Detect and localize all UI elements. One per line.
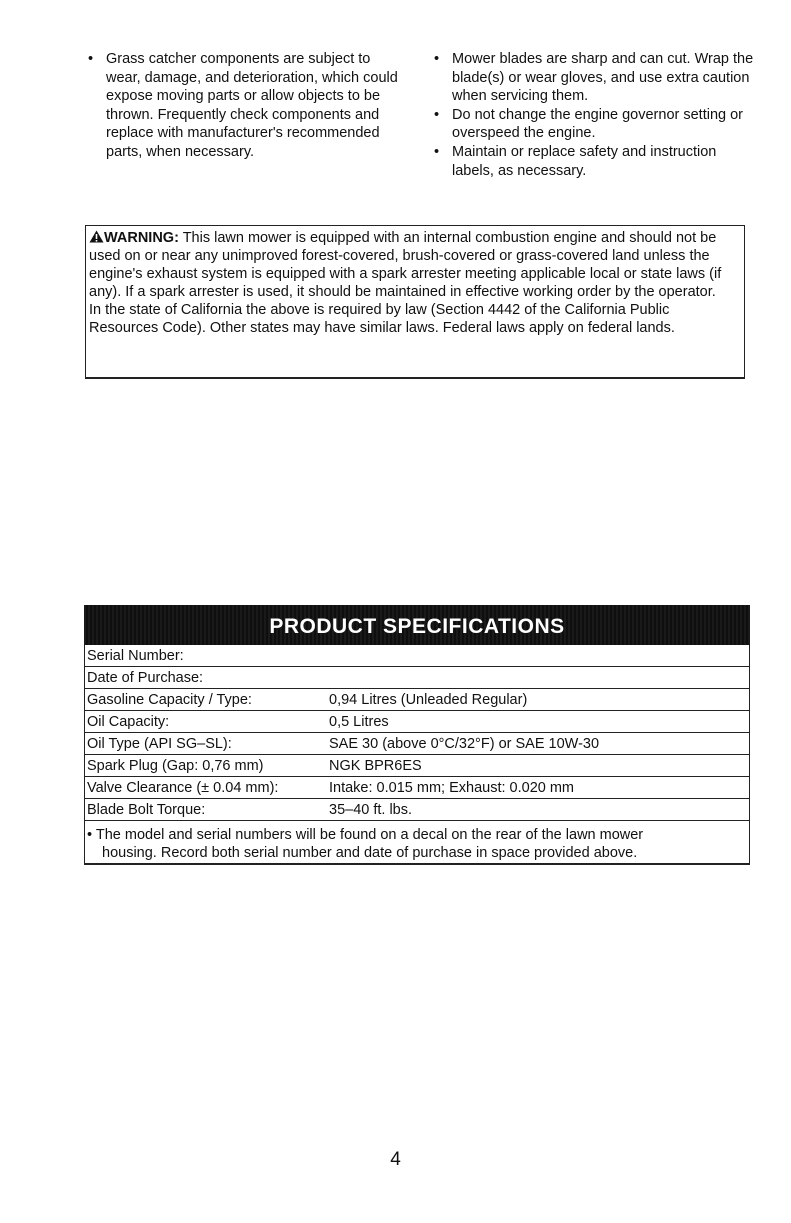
bullet-mower-blades: [434, 50, 754, 106]
bullet-dot: •: [434, 143, 440, 160]
warning-triangle-icon: [89, 230, 104, 243]
bullet-text: Do not change the engine governor setting or overspeed the engine.: [452, 106, 744, 142]
spec-value: 0,94 Litres (Unleaded Regular): [329, 692, 528, 708]
spec-label: Oil Type (API SG–SL):: [87, 736, 232, 752]
product-specifications-table: [84, 605, 750, 865]
spec-row: [84, 755, 750, 777]
spec-row: [84, 733, 750, 755]
right-bullet-column: [434, 50, 754, 180]
spec-label: Date of Purchase:: [87, 670, 204, 686]
bullet-grass-catcher: [88, 50, 408, 162]
specs-note: [84, 821, 750, 865]
warning-box: [85, 225, 745, 379]
bullet-text: Mower blades are sharp and can cut. Wrap the blade(s) or wear gloves, and use extra caution when servicing them.: [452, 51, 754, 105]
spec-value: 35–40 ft. lbs.: [329, 802, 413, 818]
spec-row: [84, 689, 750, 711]
left-bullet-column: [88, 50, 408, 162]
spec-label: Serial Number:: [87, 648, 184, 664]
bullet-text: Grass catcher components are subject to wear, damage, and deterioration, which could expose moving parts or allow objects to be thrown. Frequently check components and replace with manufacturer's recommended parts, when necessary.: [106, 51, 398, 160]
spec-row: [84, 799, 750, 821]
bullet-dot: •: [87, 827, 93, 843]
spec-row: [84, 667, 750, 689]
warning-heading: WARNING:: [104, 230, 179, 246]
spec-rows: [84, 645, 750, 821]
page-number: 4: [390, 1149, 401, 1170]
spec-value: SAE 30 (above 0°C/32°F) or SAE 10W-30: [329, 736, 600, 752]
bullet-dot: •: [88, 51, 94, 67]
specs-note-line-2: housing. Record both serial number and date of purchase in space provided above.: [102, 845, 638, 861]
spec-value: 0,5 Litres: [329, 714, 389, 730]
bullet-dot: •: [434, 51, 440, 67]
spec-label: Valve Clearance (± 0.04 mm):: [87, 780, 279, 796]
bullet-labels: [434, 143, 754, 180]
spec-label: Gasoline Capacity / Type:: [87, 692, 252, 708]
bullet-governor: [434, 106, 754, 143]
spec-label: Blade Bolt Torque:: [87, 802, 206, 818]
specs-note-line-1: [87, 826, 745, 844]
spec-row: [84, 645, 750, 667]
spec-label: Spark Plug (Gap: 0,76 mm): [87, 758, 264, 774]
warning-paragraph-1: [89, 229, 738, 301]
spec-label: Oil Capacity:: [87, 714, 170, 730]
warning-text: This lawn mower is equipped with an internal combustion engine and should not be used on or near any unimproved forest-covered, brush-covered or grass-covered land unless the engine's exhaust system is equipped with a spark arrester meeting applicable local or state laws (if any). If a spark arrester is used, it should be maintained in effective working order by the operator.: [89, 230, 722, 301]
warning-paragraph-2: In the state of California the above is required by law (Section 4442 of the California Public Resources Code). Other states may have similar laws. Federal laws apply on federal lands.: [89, 302, 675, 337]
bullet-dot: •: [434, 106, 440, 123]
spec-row: [84, 711, 750, 733]
spec-value: NGK BPR6ES: [329, 758, 422, 774]
specs-title: PRODUCT SPECIFICATIONS: [84, 605, 750, 645]
specs-note-text: The model and serial numbers will be found on a decal on the rear of the lawn mower: [95, 827, 644, 843]
spec-row: [84, 777, 750, 799]
bullet-text: Maintain or replace safety and instruction labels, as necessary.: [452, 143, 717, 179]
spec-value: Intake: 0.015 mm; Exhaust: 0.020 mm: [329, 780, 575, 796]
